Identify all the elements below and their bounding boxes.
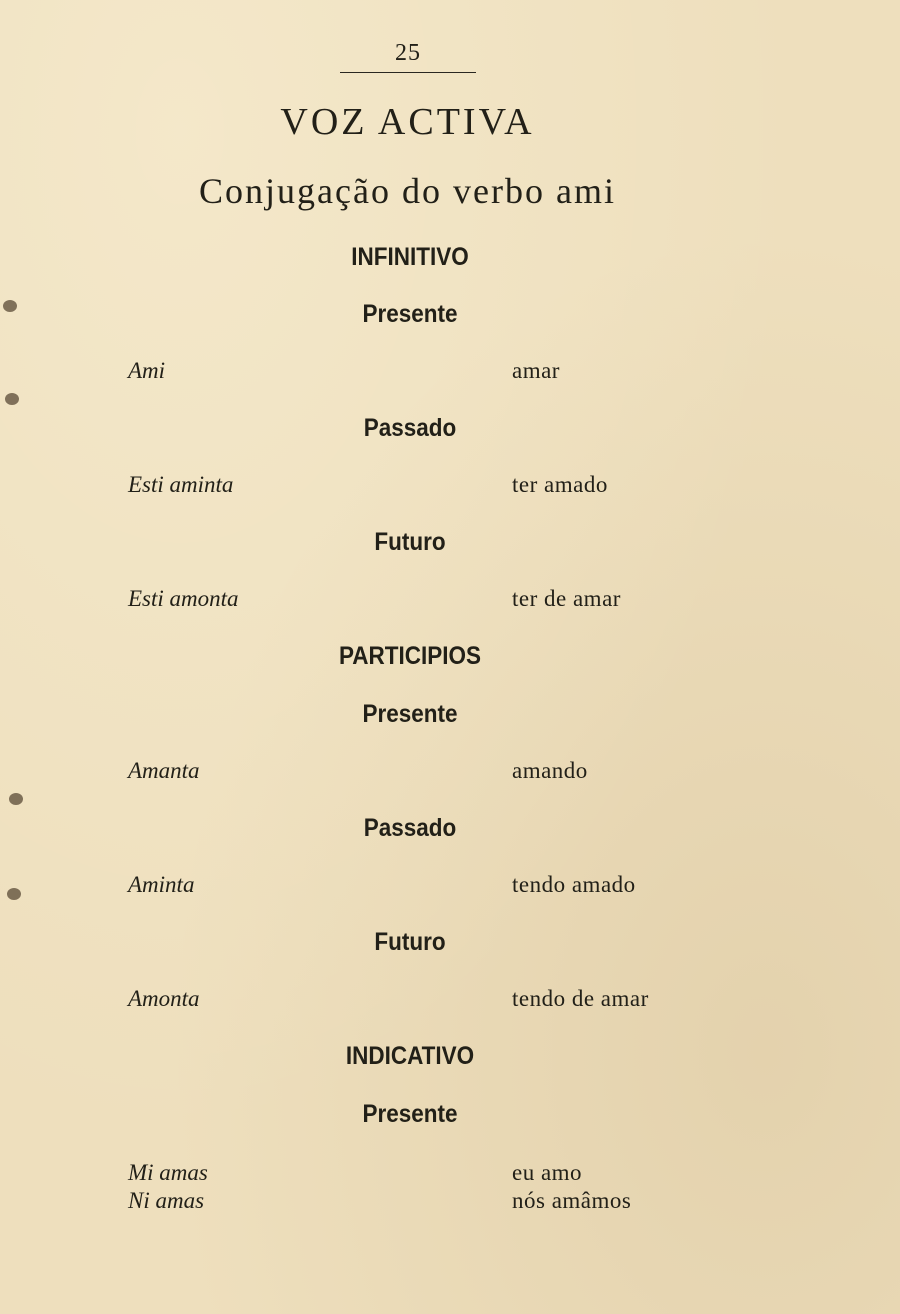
binding-hole [7,888,21,900]
subheading-passado: Passado [363,814,457,842]
subheading-futuro: Futuro [374,528,446,556]
section-heading-indicativo: INDICATIVO [345,1042,475,1070]
subheading-passado: Passado [363,414,457,442]
section-heading-infinitivo: INFINITIVO [351,243,469,271]
portuguese-translation: ter de amar [512,586,621,611]
portuguese-translation: tendo amado [512,872,636,897]
portuguese-translation: ter amado [512,472,608,497]
subheading-futuro: Futuro [374,928,446,956]
binding-hole [5,393,19,405]
latin-form: Amanta [128,758,200,783]
subheading-presente: Presente [362,1100,458,1128]
binding-hole [3,300,17,312]
latin-form: Mi amas [128,1160,208,1185]
binding-hole [9,793,23,805]
section-heading-participios: PARTICIPIOS [338,642,482,670]
subheading-presente: Presente [362,700,458,728]
page-number: 25 [395,40,421,66]
portuguese-translation: nós amâmos [512,1188,632,1213]
latin-form: Ami [128,358,166,383]
latin-form: Aminta [128,872,195,897]
portuguese-translation: tendo de amar [512,986,649,1011]
latin-form: Amonta [128,986,200,1011]
subheading-presente: Presente [362,300,458,328]
page-number-rule [340,72,476,73]
page-title: VOZ ACTIVA [280,101,535,143]
portuguese-translation: amando [512,758,588,783]
page-subtitle: Conjugação do verbo ami [199,171,616,211]
latin-form: Esti aminta [128,472,234,497]
portuguese-translation: eu amo [512,1160,583,1185]
latin-form: Esti amonta [128,586,239,611]
portuguese-translation: amar [512,358,560,383]
latin-form: Ni amas [128,1188,205,1213]
